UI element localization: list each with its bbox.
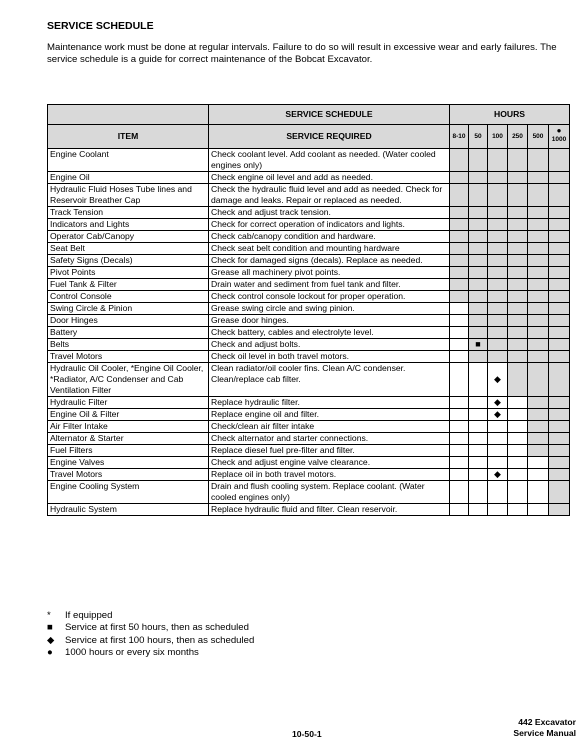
hours-col-header: 100 [488,125,508,149]
hours-cell [450,243,469,255]
hours-cell [549,184,570,207]
hours-cell [508,409,528,421]
hours-cell [488,421,508,433]
hours-cell [528,315,549,327]
service-cell: Check for correct operation of indicators and lights. [209,219,450,231]
service-cell: Drain water and sediment from fuel tank and filter. [209,279,450,291]
hours-cell [549,481,570,504]
service-cell: Check and adjust track tension. [209,207,450,219]
service-marker [469,339,488,351]
hours-col-header: 50 [469,125,488,149]
footer-model: 442 Excavator [518,717,576,727]
service-marker-symbol: ◆ [494,409,501,419]
hours-cell [549,421,570,433]
hours-cell [469,184,488,207]
table-row [48,433,570,445]
item-cell: Engine Coolant [48,149,209,172]
hours-cell [469,149,488,172]
item-cell: Pivot Points [48,267,209,279]
item-cell: Seat Belt [48,243,209,255]
hours-cell [450,481,469,504]
table-row [48,504,570,516]
hours-cell [528,172,549,184]
table-row [48,457,570,469]
hours-cell [488,207,508,219]
hours-cell [528,207,549,219]
hours-cell [549,504,570,516]
hours-cell [450,504,469,516]
service-cell: Clean radiator/oil cooler fins. Clean A/C condenser. Clean/replace cab filter. [209,363,450,397]
footnote [47,610,254,622]
service-cell: Grease door hinges. [209,315,450,327]
hours-cell [469,207,488,219]
item-cell: Hydraulic Filter [48,397,209,409]
hours-cell [528,219,549,231]
service-marker [488,469,508,481]
service-cell: Replace oil in both travel motors. [209,469,450,481]
hours-cell [450,172,469,184]
hours-cell [469,363,488,397]
hours-cell [469,279,488,291]
hours-cell [508,291,528,303]
hours-cell [488,327,508,339]
hours-cell [469,243,488,255]
item-cell: Travel Motors [48,469,209,481]
hours-cell [549,219,570,231]
item-cell: Fuel Filters [48,445,209,457]
item-cell: Safety Signs (Decals) [48,255,209,267]
hours-cell [549,397,570,409]
hours-cell [508,184,528,207]
hours-cell [450,219,469,231]
hours-cell [508,351,528,363]
service-cell: Check seat belt condition and mounting hardware [209,243,450,255]
item-cell: Operator Cab/Canopy [48,231,209,243]
hours-cell [450,149,469,172]
item-cell: Alternator & Starter [48,433,209,445]
hours-cell [469,397,488,409]
service-cell: Check engine oil level and add as needed. [209,172,450,184]
hours-cell [469,409,488,421]
item-cell: Control Console [48,291,209,303]
hours-cell [488,231,508,243]
hours-cell [508,504,528,516]
hours-cell [488,339,508,351]
service-cell: Replace hydraulic filter. [209,397,450,409]
hours-cell [488,255,508,267]
service-required-header: SERVICE REQUIRED [209,125,450,149]
service-cell: Replace engine oil and filter. [209,409,450,421]
hours-cell [508,243,528,255]
hours-cell [488,445,508,457]
hours-cell [450,315,469,327]
footnote-text: If equipped [65,610,113,621]
hours-cell [488,172,508,184]
service-marker-symbol: ◆ [494,397,501,407]
hours-cell [549,207,570,219]
page-number: 10-50-1 [292,729,322,739]
table-row [48,172,570,184]
service-marker [488,409,508,421]
table-row [48,469,570,481]
hours-cell [528,243,549,255]
item-header: ITEM [48,125,209,149]
footnote-symbol: ● [47,646,53,658]
service-schedule-table [47,104,570,516]
item-cell: Hydraulic Oil Cooler, *Engine Oil Cooler, *Radiator, A/C Condenser and Cab Ventilation Filter [48,363,209,397]
hours-cell [469,469,488,481]
hours-cell [508,457,528,469]
hours-cell [488,457,508,469]
hours-cell [508,231,528,243]
hours-cell [508,303,528,315]
hours-cell [528,445,549,457]
item-cell: Swing Circle & Pinion [48,303,209,315]
hours-cell [549,339,570,351]
item-cell: Door Hinges [48,315,209,327]
hours-cell [469,231,488,243]
service-cell: Replace hydraulic fluid and filter. Clean reservoir. [209,504,450,516]
hours-cell [488,149,508,172]
hours-cell [549,231,570,243]
table-row [48,267,570,279]
item-cell: Travel Motors [48,351,209,363]
table-caption: SERVICE SCHEDULE [209,105,450,125]
hours-cell [528,397,549,409]
table-row [48,149,570,172]
hours-cell [450,291,469,303]
service-cell: Check coolant level. Add coolant as needed. (Water cooled engines only) [209,149,450,172]
hours-cell [549,363,570,397]
service-cell: Check for damaged signs (decals). Replace as needed. [209,255,450,267]
hours-cell [508,327,528,339]
item-cell: Indicators and Lights [48,219,209,231]
item-cell: Engine Valves [48,457,209,469]
hours-cell [508,397,528,409]
service-cell: Check and adjust engine valve clearance. [209,457,450,469]
hours-cell [450,279,469,291]
hours-cell [450,433,469,445]
hours-cell [508,363,528,397]
table-row [48,397,570,409]
hours-cell [508,255,528,267]
hours-cell [450,231,469,243]
table-header-blank [48,105,209,125]
hours-cell [528,327,549,339]
hours-cell [508,172,528,184]
service-cell: Check battery, cables and electrolyte level. [209,327,450,339]
hours-cell [469,351,488,363]
footer-manual: Service Manual [513,728,576,738]
service-cell: Check cab/canopy condition and hardware. [209,231,450,243]
hours-cell [469,172,488,184]
service-cell: Replace diesel fuel pre-filter and filter. [209,445,450,457]
hours-cell [528,231,549,243]
hours-cell [469,267,488,279]
hours-cell [488,481,508,504]
hours-cell [469,255,488,267]
hours-cell [450,351,469,363]
hours-cell [450,303,469,315]
item-cell: Battery [48,327,209,339]
hours-cell [549,243,570,255]
hours-cell [528,504,549,516]
hours-cell [469,303,488,315]
hours-cell [450,397,469,409]
hours-cell [528,184,549,207]
service-cell: Check alternator and starter connections. [209,433,450,445]
hours-cell [508,481,528,504]
hours-cell [549,267,570,279]
footnote-symbol: ◆ [47,634,55,646]
hours-cell [488,279,508,291]
hours-cell [549,457,570,469]
section-title: SERVICE SCHEDULE [47,20,154,32]
service-marker-symbol: ◆ [494,469,501,479]
service-cell: Check control console lockout for proper operation. [209,291,450,303]
item-cell: Engine Cooling System [48,481,209,504]
table-row [48,219,570,231]
service-marker-symbol: ◆ [494,374,501,384]
hours-cell [549,172,570,184]
hours-cell [528,421,549,433]
footnote [47,622,254,634]
table-row [48,481,570,504]
hours-cell [528,279,549,291]
hours-cell [549,279,570,291]
hours-cell [508,267,528,279]
hours-cell [469,291,488,303]
hours-cell [528,339,549,351]
hours-cell [528,469,549,481]
hours-header: HOURS [450,105,570,125]
hours-cell [528,481,549,504]
hours-cell [488,267,508,279]
hours-cell [469,504,488,516]
hours-cell [528,457,549,469]
hours-cell [450,207,469,219]
hours-cell [508,421,528,433]
hours-cell [469,421,488,433]
service-cell: Check and adjust bolts. [209,339,450,351]
hours-col-header [549,125,570,149]
hours-cell [508,207,528,219]
hours-cell [488,219,508,231]
table-row [48,184,570,207]
hours-cell [488,291,508,303]
hours-cell [528,267,549,279]
hours-cell [528,433,549,445]
table-row [48,303,570,315]
hours-cell [528,363,549,397]
table-row [48,279,570,291]
hours-cell [549,255,570,267]
service-cell: Check/clean air filter intake [209,421,450,433]
service-marker-symbol: ■ [475,339,481,349]
table-row [48,207,570,219]
hours-cell [528,255,549,267]
hours-cell [508,339,528,351]
hours-cell [488,184,508,207]
hours-cell [549,433,570,445]
hours-cell [528,149,549,172]
hours-cell [508,279,528,291]
footer-model-info [513,717,576,739]
footnote-text: Service at first 100 hours, then as scheduled [65,634,255,646]
table-row [48,409,570,421]
hours-cell [488,504,508,516]
hours-cell [469,481,488,504]
service-cell: Drain and flush cooling system. Replace coolant. (Water cooled engines only) [209,481,450,504]
hours-col-header: 500 [528,125,549,149]
table-row [48,363,570,397]
hours-cell [549,445,570,457]
hours-cell [469,445,488,457]
service-cell: Grease all machinery pivot points. [209,267,450,279]
item-cell: Air Filter Intake [48,421,209,433]
hours-cell [469,219,488,231]
dot-marker: ● [556,126,562,135]
footnote-text: 1000 hours or every six months [65,646,199,658]
hours-cell [528,351,549,363]
table-row [48,351,570,363]
item-cell: Engine Oil & Filter [48,409,209,421]
hours-cell [508,469,528,481]
table-row [48,327,570,339]
item-cell: Hydraulic System [48,504,209,516]
hours-cell [450,421,469,433]
hours-cell [549,303,570,315]
hours-cell [450,409,469,421]
table-row [48,243,570,255]
hours-cell [549,291,570,303]
item-cell: Hydraulic Fluid Hoses Tube lines and Reservoir Breather Cap [48,184,209,207]
table-row [48,231,570,243]
hours-cell [450,267,469,279]
hours-col-header: 8-10 [450,125,469,149]
table-row [48,255,570,267]
service-cell: Check oil level in both travel motors. [209,351,450,363]
footnote-symbol: ■ [47,622,53,634]
hours-cell [508,445,528,457]
hours-cell [469,457,488,469]
item-cell: Engine Oil [48,172,209,184]
hours-cell [549,409,570,421]
table-body [48,149,570,516]
hours-cell [450,255,469,267]
hours-cell [450,457,469,469]
footnote-symbol: * [47,610,51,621]
hours-cell [469,315,488,327]
hours-cell [549,327,570,339]
hours-cell [508,219,528,231]
footnote [47,647,254,659]
footnote-text: Service at first 50 hours, then as scheduled [65,622,249,634]
hours-cell [450,327,469,339]
hours-cell [508,433,528,445]
hours-cell [450,469,469,481]
hours-cell [469,327,488,339]
hours-cell [528,303,549,315]
hours-cell [488,351,508,363]
item-cell: Fuel Tank & Filter [48,279,209,291]
hours-cell [549,469,570,481]
hours-cell [549,315,570,327]
table-row [48,291,570,303]
service-marker [488,397,508,409]
service-marker [488,363,508,397]
item-cell: Belts [48,339,209,351]
intro-paragraph: Maintenance work must be done at regular intervals. Failure to do so will result in excessive wear and early failures. The service schedule is a guide for correct maintenance of the Bobcat Excavator. [47,42,557,65]
hours-cell [508,315,528,327]
footnote [47,635,254,647]
service-cell: Check the hydraulic fluid level and add as needed. Check for damage and leaks. Repair or replaced as needed. [209,184,450,207]
table-row [48,339,570,351]
hours-cell [528,409,549,421]
hours-cell [488,303,508,315]
hours-cell [450,363,469,397]
hours-cell [469,433,488,445]
hours-cell [508,149,528,172]
service-cell: Grease swing circle and swing pinion. [209,303,450,315]
hours-cell [488,315,508,327]
hours-cell [528,291,549,303]
footnotes [47,610,254,659]
hours-cell [450,445,469,457]
hours-cell [488,243,508,255]
hours-cell [450,184,469,207]
table-row [48,445,570,457]
hours-col-header: 250 [508,125,528,149]
hours-cell [450,339,469,351]
hours-col-label: 1000 [551,136,567,143]
item-cell: Track Tension [48,207,209,219]
table-row [48,421,570,433]
hours-cell [549,351,570,363]
hours-cell [549,149,570,172]
table-row [48,315,570,327]
hours-cell [488,433,508,445]
